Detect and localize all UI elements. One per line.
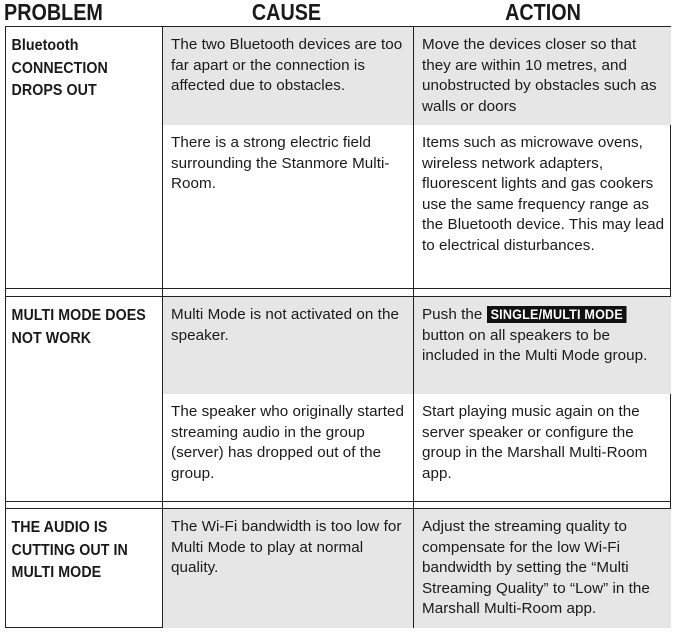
row5-action-cell (414, 509, 671, 628)
section-divider-1b (6, 296, 670, 297)
row2-cause-cell (163, 125, 413, 288)
row3-action-suffix: button on all speakers to be included in the Multi Mode group. (422, 326, 648, 364)
row4-action-text: Start playing music again on the server speaker or configure the group in the Marshall Multi-Room app. (422, 403, 648, 482)
column-divider-1 (162, 27, 163, 627)
row3-cause-text: Multi Mode is not activated on the speaker. (171, 306, 399, 344)
row2-action-text: Items such as microwave ovens, wireless network adapters, fluorescent lights and gas cookers use the same frequency range as the Bluetooth device. This may lead to electrical disturbances. (422, 134, 665, 254)
row1-cause-text: The two Bluetooth devices are too far apart or the connection is affected due to obstacles. (171, 36, 403, 94)
row1-action-text: Move the devices closer so that they are within 10 metres, and unobstructed by obstacles such as walls or doors (422, 36, 657, 115)
problem-audio-cutting (6, 509, 162, 628)
section-divider-2a (6, 501, 670, 502)
problem-multi-mode (6, 297, 162, 501)
problem-bluetooth (6, 27, 162, 288)
row4-cause-cell (163, 394, 413, 501)
row1-action-cell (414, 27, 671, 125)
row3-cause-cell (163, 297, 413, 394)
column-divider-2 (413, 27, 414, 627)
row4-action-cell (414, 394, 671, 501)
row2-cause-text: There is a strong electric field surrounding the Stanmore Multi-Room. (171, 134, 390, 192)
header-action: ACTION (505, 0, 581, 25)
header-cause: CAUSE (251, 0, 322, 25)
problem-audio-cutting-text: THE AUDIO IS CUTTING OUT IN MULTI MODE (11, 519, 128, 581)
row3-action-prefix: Push the (422, 306, 483, 323)
troubleshooting-table (5, 26, 671, 628)
section-divider-1a (6, 288, 670, 289)
row2-action-cell (414, 125, 671, 288)
row1-cause-cell (163, 27, 413, 125)
row5-action-text: Adjust the streaming quality to compensate for the low Wi-Fi bandwidth by setting the “Multi Streaming Quality” to “Low” in the Marshall Multi-Room app. (422, 518, 650, 617)
section-divider-2b (6, 508, 670, 509)
problem-multi-mode-text: MULTI MODE DOES NOT WORK (11, 307, 146, 347)
header-problem: PROBLEM (4, 0, 103, 25)
row5-cause-cell (163, 509, 413, 628)
row3-action-cell (414, 297, 671, 394)
problem-bluetooth-text: Bluetooth CONNECTION DROPS OUT (11, 37, 108, 99)
row4-cause-text: The speaker who originally started streaming audio in the group (server) has dropped out of the group. (171, 403, 405, 482)
row5-cause-text: The Wi-Fi bandwidth is too low for Multi Mode to play at normal quality. (171, 518, 402, 576)
single-multi-mode-badge: SINGLE/MULTI MODE (487, 306, 627, 323)
